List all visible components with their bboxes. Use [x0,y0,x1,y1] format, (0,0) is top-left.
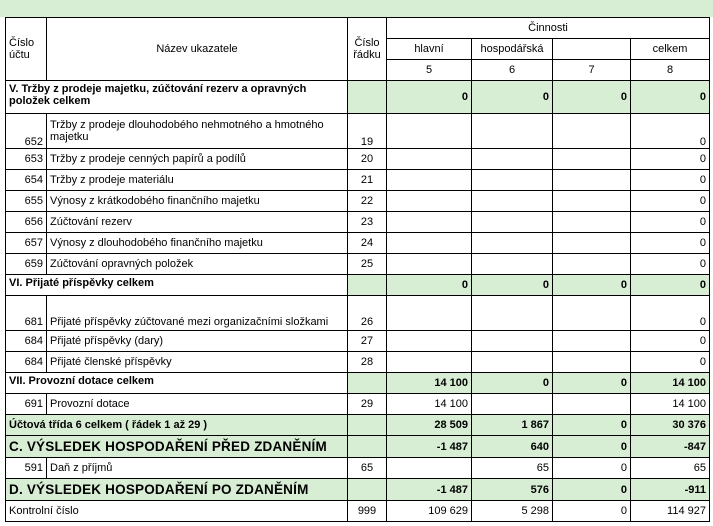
table-row [6,331,710,352]
header-row-1 [6,18,710,39]
value-total: 0 [631,275,710,296]
value-main: 0 [387,275,472,296]
header-line-number: Číslo řádku [348,18,387,81]
account-number: 654 [6,170,47,191]
value-col7 [553,170,631,191]
account-number: 684 [6,352,47,373]
row-label: Tržby z prodeje dlouhodobého nehmotného a hmotného majetku [47,114,348,149]
result-row [6,479,710,501]
value-economic [472,149,553,170]
value-main: -1 487 [387,436,472,458]
value-economic [472,394,553,415]
account-number: 659 [6,254,47,275]
row-label: Přijaté příspěvky zúčtované mezi organizačními složkami [47,296,348,331]
value-main: 28 509 [387,415,472,436]
value-total: 0 [631,149,710,170]
section-label: VI. Přijaté příspěvky celkem [6,275,348,296]
line-cell [348,415,387,436]
line-number: 22 [348,191,387,212]
row-label: Tržby z prodeje cenných papírů a podílů [47,149,348,170]
value-total: 0 [631,114,710,149]
row-label: Přijaté členské příspěvky [47,352,348,373]
value-main [387,212,472,233]
line-number: 28 [348,352,387,373]
row-label: Zúčtování opravných položek [47,254,348,275]
value-main [387,114,472,149]
header-col-num-5: 5 [387,60,472,81]
value-main: 0 [387,81,472,114]
value-main: 109 629 [387,501,472,522]
value-economic: 576 [472,479,553,501]
line-number: 19 [348,114,387,149]
value-total: -911 [631,479,710,501]
row-label: Výnosy z krátkodobého finančního majetku [47,191,348,212]
section-row [6,81,710,114]
table-row [6,212,710,233]
account-number: 657 [6,233,47,254]
table-row [6,458,710,479]
line-number: 999 [348,501,387,522]
value-economic [472,331,553,352]
line-number: 20 [348,149,387,170]
value-col7: 0 [553,373,631,394]
value-economic: 0 [472,81,553,114]
table-row [6,233,710,254]
value-economic [472,296,553,331]
line-cell [348,275,387,296]
value-economic: 640 [472,436,553,458]
value-main [387,331,472,352]
line-cell [348,479,387,501]
value-economic: 65 [472,458,553,479]
line-cell [348,436,387,458]
value-total: 0 [631,170,710,191]
header-account-number: Číslo účtu [6,18,47,81]
value-economic [472,191,553,212]
row-label: Přijaté příspěvky (dary) [47,331,348,352]
value-total: 0 [631,81,710,114]
line-cell [348,81,387,114]
account-number: 656 [6,212,47,233]
value-total: 0 [631,331,710,352]
value-main [387,149,472,170]
value-economic [472,212,553,233]
header-col-economic: hospodářská [472,39,553,60]
row-label: Provozní dotace [47,394,348,415]
value-total: 30 376 [631,415,710,436]
line-number: 65 [348,458,387,479]
line-number: 26 [348,296,387,331]
top-band [0,0,713,17]
value-main [387,352,472,373]
value-economic [472,170,553,191]
value-economic [472,114,553,149]
value-col7 [553,149,631,170]
value-main [387,458,472,479]
section-label: VII. Provozní dotace celkem [6,373,348,394]
value-main [387,233,472,254]
header-col-num-8: 8 [631,60,710,81]
header-col-total: celkem [631,39,710,60]
value-col7: 0 [553,501,631,522]
header-col-main: hlavní [387,39,472,60]
value-economic [472,233,553,254]
value-col7 [553,191,631,212]
value-economic: 0 [472,275,553,296]
result-label: C. VÝSLEDEK HOSPODAŘENÍ PŘED ZDANĚNÍM [6,436,348,458]
value-col7: 0 [553,458,631,479]
income-statement-table [5,17,710,522]
value-total: 0 [631,352,710,373]
line-number: 29 [348,394,387,415]
header-col-empty [553,39,631,60]
value-main [387,296,472,331]
value-total: -847 [631,436,710,458]
value-col7: 0 [553,275,631,296]
value-main [387,191,472,212]
value-col7 [553,331,631,352]
header-col-num-6: 6 [472,60,553,81]
header-col-num-7: 7 [553,60,631,81]
value-main: 14 100 [387,373,472,394]
value-total: 14 100 [631,373,710,394]
header-activities: Činnosti [387,18,710,39]
value-col7 [553,212,631,233]
value-total: 114 927 [631,501,710,522]
value-total: 0 [631,233,710,254]
value-col7 [553,394,631,415]
value-total: 65 [631,458,710,479]
table-row [6,352,710,373]
value-total: 14 100 [631,394,710,415]
header-indicator-name: Název ukazatele [47,18,348,81]
table-row [6,170,710,191]
table-row [6,394,710,415]
value-col7: 0 [553,436,631,458]
value-main: 14 100 [387,394,472,415]
total-label: Účtová třída 6 celkem ( řádek 1 až 29 ) [6,415,348,436]
value-economic: 0 [472,373,553,394]
table-row [6,149,710,170]
control-row [6,501,710,522]
value-col7: 0 [553,479,631,501]
value-col7 [553,114,631,149]
table-row [6,114,710,149]
value-economic: 5 298 [472,501,553,522]
total-row [6,415,710,436]
line-number: 23 [348,212,387,233]
table-row [6,254,710,275]
value-total: 0 [631,212,710,233]
value-col7 [553,296,631,331]
line-number: 27 [348,331,387,352]
account-number: 653 [6,149,47,170]
account-number: 684 [6,331,47,352]
control-label: Kontrolní číslo [6,501,348,522]
account-number: 681 [6,296,47,331]
table-row [6,191,710,212]
value-total: 0 [631,191,710,212]
value-economic: 1 867 [472,415,553,436]
value-col7: 0 [553,415,631,436]
row-label: Výnosy z dlouhodobého finančního majetku [47,233,348,254]
value-main [387,254,472,275]
value-col7: 0 [553,81,631,114]
section-label: V. Tržby z prodeje majetku, zúčtování rezerv a opravných položek celkem [6,81,348,114]
account-number: 652 [6,114,47,149]
line-number: 25 [348,254,387,275]
section-row [6,275,710,296]
value-total: 0 [631,296,710,331]
line-cell [348,373,387,394]
row-label: Daň z příjmů [47,458,348,479]
value-total: 0 [631,254,710,275]
value-economic [472,352,553,373]
value-col7 [553,352,631,373]
row-label: Tržby z prodeje materiálu [47,170,348,191]
result-row [6,436,710,458]
value-main: -1 487 [387,479,472,501]
result-label: D. VÝSLEDEK HOSPODAŘENÍ PO ZDANĚNÍM [6,479,348,501]
account-number: 655 [6,191,47,212]
value-col7 [553,254,631,275]
line-number: 24 [348,233,387,254]
row-label: Zúčtování rezerv [47,212,348,233]
value-main [387,170,472,191]
table-row [6,296,710,331]
value-economic [472,254,553,275]
line-number: 21 [348,170,387,191]
account-number: 691 [6,394,47,415]
section-row [6,373,710,394]
value-col7 [553,233,631,254]
account-number: 591 [6,458,47,479]
